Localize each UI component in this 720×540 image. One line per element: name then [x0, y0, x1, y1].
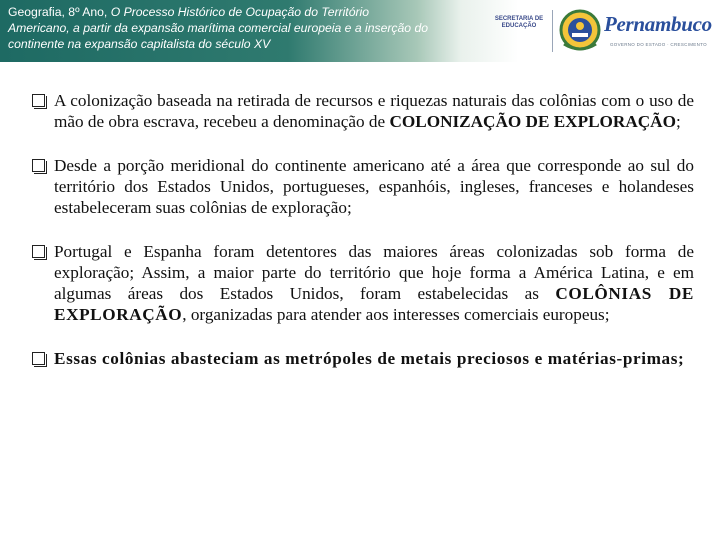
header-banner [0, 0, 720, 62]
checkbox-bullet-icon [32, 352, 45, 365]
header-subject: Geografia, 8º Ano, [8, 5, 108, 19]
coat-of-arms-icon [558, 8, 602, 54]
bullet-text: Desde a porção meridional do continente americano até a área que corresponde ao sul do território dos Estados Unidos, portugueses, espanhóis, ingleses, franceses e holandeses estabeleceram suas colônias de exploração; [54, 156, 694, 217]
bullet-tail-text: ; [675, 112, 681, 131]
list-item [32, 90, 694, 132]
checkbox-bullet-icon [32, 245, 45, 258]
list-item [32, 155, 694, 218]
government-logos [490, 6, 715, 56]
bullet-bold-text: COLÔNIAS DE EXPLORAÇÃO [54, 284, 694, 324]
pernambuco-brand: Pernambuco [604, 12, 712, 36]
header-title [8, 4, 428, 52]
bullet-bold-text: COLONIZAÇÃO DE EXPLORAÇÃO [389, 112, 676, 131]
bullet-tail-text: , organizadas para atender aos interesses comerciais europeus; [182, 305, 610, 324]
bullet-bold-text: Essas colônias abasteciam as metrópoles de metais preciosos e matérias-primas; [54, 349, 685, 368]
logo-divider [552, 10, 553, 52]
bullet-list [32, 90, 694, 392]
list-item [32, 348, 694, 369]
bullet-text: A colonização baseada na retirada de recursos e riquezas naturais das colônias com o uso de mão de obra escrava, recebeu a denominação de [54, 91, 694, 131]
secretaria-logo-text: SECRETARIA DE EDUCAÇÃO [494, 16, 544, 29]
brand-tagline: GOVERNO DO ESTADO · CRESCIMENTO [610, 42, 707, 47]
header-topic: O Processo Histórico de Ocupação do Território Americano, a partir da expansão marítima comercial europeia e a inserção do continente na expansão capitalista do século XV [8, 5, 429, 51]
bullet-text: Portugal e Espanha foram detentores das maiores áreas colonizadas sob forma de exploração; Assim, a maior parte do território que hoje forma a América Latina, e em algumas áreas dos Estados Unidos, foram estabelecidas as [54, 242, 694, 303]
checkbox-bullet-icon [32, 159, 45, 172]
list-item [32, 241, 694, 325]
checkbox-bullet-icon [32, 94, 45, 107]
